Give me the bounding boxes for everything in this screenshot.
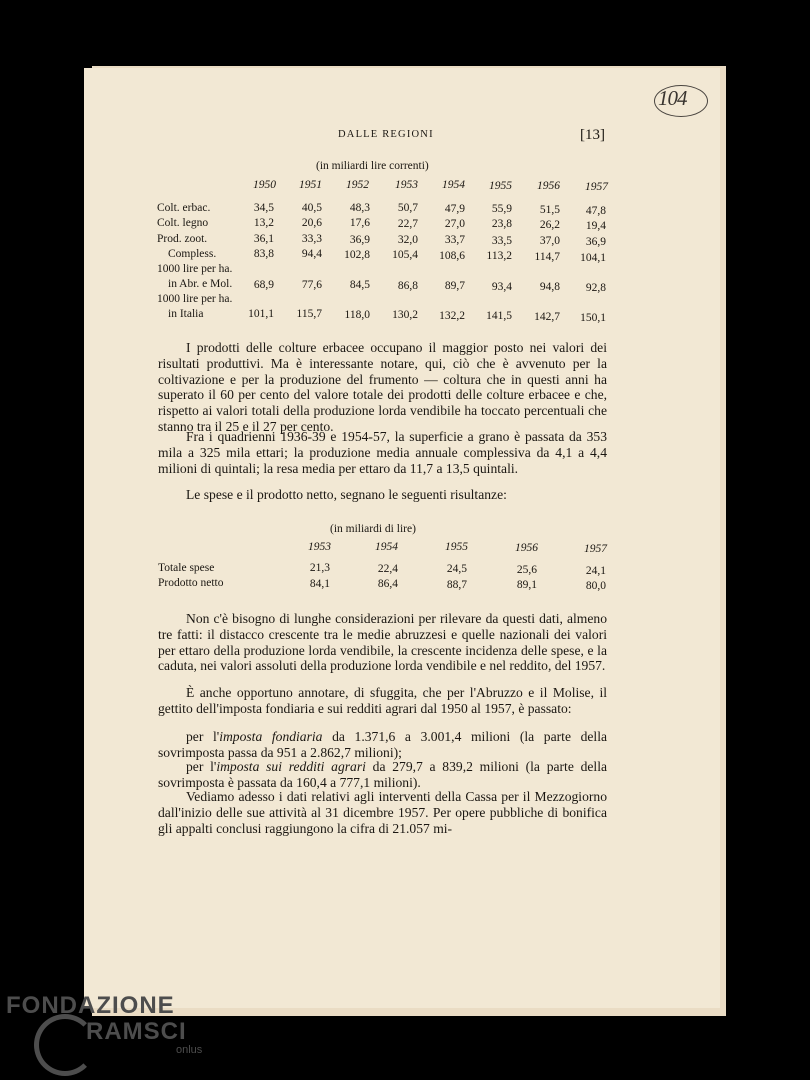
table1-row-label: Compless. xyxy=(168,248,217,260)
table1-cell: 17,6 xyxy=(349,217,370,229)
table1-cell: 104,1 xyxy=(580,252,606,264)
table1-year: 1951 xyxy=(299,179,322,191)
table2-caption: (in miliardi di lire) xyxy=(330,523,416,535)
document-page xyxy=(84,68,720,1008)
table1-cell: 105,4 xyxy=(392,249,418,261)
table1-year: 1953 xyxy=(395,179,418,191)
page-number: [13] xyxy=(580,127,605,143)
table1-cell: 94,8 xyxy=(539,281,560,293)
table1-cell: 89,7 xyxy=(444,280,465,292)
table1-cell: 33,3 xyxy=(301,233,322,245)
table1-cell: 13,2 xyxy=(253,217,274,229)
table1-row-label: Prod. zoot. xyxy=(157,233,208,245)
table1-cell: 101,1 xyxy=(248,308,274,320)
table1-cell: 93,4 xyxy=(491,281,512,293)
table1-cell: 77,6 xyxy=(301,279,322,291)
table1-year: 1956 xyxy=(537,180,560,192)
table1-cell: 33,7 xyxy=(444,234,465,246)
table2-cell: 21,3 xyxy=(309,562,330,574)
paragraph: I prodotti delle colture erbacee occupano il maggior posto nei valori dei risultati produttivi. Ma è interessante notare, qui, ciò che è avvenuto per la coltivazione e per la produzione del frumento — coltura che in questi anni ha superato il 60 per cento del valore totale dei prodotti delle colture erbacee e che, rispetto ai valori totali della produzione lorda vendibile ha toccato percentuali che stanno tra il 25 e il 27 per cento. xyxy=(158,340,607,434)
table1-cell: 23,8 xyxy=(491,218,512,230)
table1-cell: 20,6 xyxy=(301,217,322,229)
table1-cell: 130,2 xyxy=(392,309,418,321)
table1-cell: 86,8 xyxy=(397,280,418,292)
table1-row-sublabel: in Abr. e Mol. xyxy=(168,278,233,290)
table2-cell: 80,0 xyxy=(585,580,606,592)
table1-cell: 36,9 xyxy=(349,234,370,246)
table1-cell: 84,5 xyxy=(349,279,370,291)
table1-cell: 22,7 xyxy=(397,218,418,230)
table1-year: 1952 xyxy=(346,179,369,191)
table1-cell: 47,9 xyxy=(444,203,465,215)
table1-cell: 47,8 xyxy=(585,205,606,217)
table2-cell: 24,5 xyxy=(446,563,467,575)
table1-cell: 132,2 xyxy=(439,310,465,322)
handwritten-page-number: 104 xyxy=(658,86,687,110)
paragraph: Le spese e il prodotto netto, segnano le seguenti risultanze: xyxy=(186,487,507,502)
table1-cell: 40,5 xyxy=(301,202,322,214)
table1-cell: 102,8 xyxy=(344,249,370,261)
table1-cell: 55,9 xyxy=(491,203,512,215)
table1-cell: 108,6 xyxy=(439,250,465,262)
table1-row-label: Colt. erbac. xyxy=(157,202,211,214)
paragraph: Non c'è bisogno di lunghe considerazioni per rilevare da questi dati, almeno tre fatti: il distacco crescente tra le medie abruzzesi e quelle nazionali dei valori per ettaro della produzione lorda vendibile, la crescente incidenza delle spese, e la caduta, nei valori assoluti della produzione lorda vendibile e nel reddito, del 1957. xyxy=(158,611,607,674)
paragraph: Vediamo adesso i dati relativi agli interventi della Cassa per il Mezzogiorno dall'inizio delle sue attività al 31 dicembre 1957. Per opere pubbliche di bonifica gli appalti conclusi raggiungono la cifra di 21.057 mi- xyxy=(158,789,607,836)
table1-cell: 50,7 xyxy=(397,202,418,214)
table2-cell: 89,1 xyxy=(516,579,537,591)
table1-row-label: 1000 lire per ha. xyxy=(157,263,233,275)
logo-line1: FONDAZIONE xyxy=(6,992,175,1019)
table1-cell: 27,0 xyxy=(444,218,465,230)
table1-cell: 68,9 xyxy=(253,279,274,291)
table2-cell: 24,1 xyxy=(585,565,606,577)
table1-cell: 51,5 xyxy=(539,204,560,216)
table1-cell: 113,2 xyxy=(486,250,512,262)
table1-cell: 118,0 xyxy=(344,309,370,321)
table1-cell: 150,1 xyxy=(580,312,606,324)
table1-cell: 36,9 xyxy=(585,236,606,248)
table1-cell: 141,5 xyxy=(486,310,512,322)
table1-caption: (in miliardi lire correnti) xyxy=(316,160,429,172)
table2-cell: 25,6 xyxy=(516,564,537,576)
table2-cell: 84,1 xyxy=(309,578,330,590)
fondazione-gramsci-logo xyxy=(6,992,203,1056)
paragraph: Fra i quadrienni 1936-39 e 1954-57, la superficie a grano è passata da 353 mila a 325 mila ettari; la produzione media annuale complessiva da 4,1 a 4,4 milioni di quintali; la resa media per ettaro da 11,7 a 13,5 quintali. xyxy=(158,429,607,476)
table2-year: 1955 xyxy=(445,541,468,553)
table1-cell: 83,8 xyxy=(253,248,274,260)
table1-year: 1957 xyxy=(585,181,608,193)
table2-cell: 86,4 xyxy=(377,578,398,590)
paragraph: per l'imposta sui redditi agrari da 279,7 a 839,2 milioni (la parte della sovrimposta è passata da 160,4 a 777,1 milioni). xyxy=(158,759,608,790)
table1-cell: 94,4 xyxy=(301,248,322,260)
table1-year: 1955 xyxy=(489,180,512,192)
table2-year: 1956 xyxy=(515,542,538,554)
table1-cell: 33,5 xyxy=(491,235,512,247)
logo-g-mark xyxy=(34,1014,96,1076)
table2-row-label: Totale spese xyxy=(158,562,215,574)
table1-cell: 92,8 xyxy=(585,282,606,294)
table1-cell: 36,1 xyxy=(253,233,274,245)
table1-year: 1954 xyxy=(442,179,465,191)
table2-year: 1953 xyxy=(308,541,331,553)
table1-row-sublabel: in Italia xyxy=(168,308,204,320)
table1-cell: 142,7 xyxy=(534,311,560,323)
table1-cell: 34,5 xyxy=(253,202,274,214)
paragraph: per l'imposta fondiaria da 1.371,6 a 3.001,4 milioni (la parte della sovrimposta passa da 951 a 2.862,7 milioni); xyxy=(158,729,608,760)
table1-cell: 48,3 xyxy=(349,202,370,214)
logo-onlus: onlus xyxy=(176,1044,203,1056)
table1-row-label: Colt. legno xyxy=(157,217,209,229)
table1-cell: 37,0 xyxy=(539,235,560,247)
table1-cell: 115,7 xyxy=(296,308,322,320)
paragraph: È anche opportuno annotare, di sfuggita, che per l'Abruzzo e il Molise, il gettito dell'imposta fondiaria e sui redditi agrari dal 1950 al 1957, è passato: xyxy=(158,685,607,716)
table1-cell: 19,4 xyxy=(585,220,606,232)
table2-cell: 22,4 xyxy=(377,563,398,575)
table1-year: 1950 xyxy=(253,179,276,191)
table2-cell: 88,7 xyxy=(446,579,467,591)
table2-year: 1954 xyxy=(375,541,398,553)
table1-cell: 26,2 xyxy=(539,219,560,231)
table2-year: 1957 xyxy=(584,543,607,555)
table1-cell: 114,7 xyxy=(534,251,560,263)
logo-line2: RAMSCI xyxy=(86,1018,187,1045)
table2-row-label: Prodotto netto xyxy=(158,577,224,589)
table1-row-label: 1000 lire per ha. xyxy=(157,293,233,305)
running-head: DALLE REGIONI xyxy=(338,129,434,140)
table1-cell: 32,0 xyxy=(397,234,418,246)
